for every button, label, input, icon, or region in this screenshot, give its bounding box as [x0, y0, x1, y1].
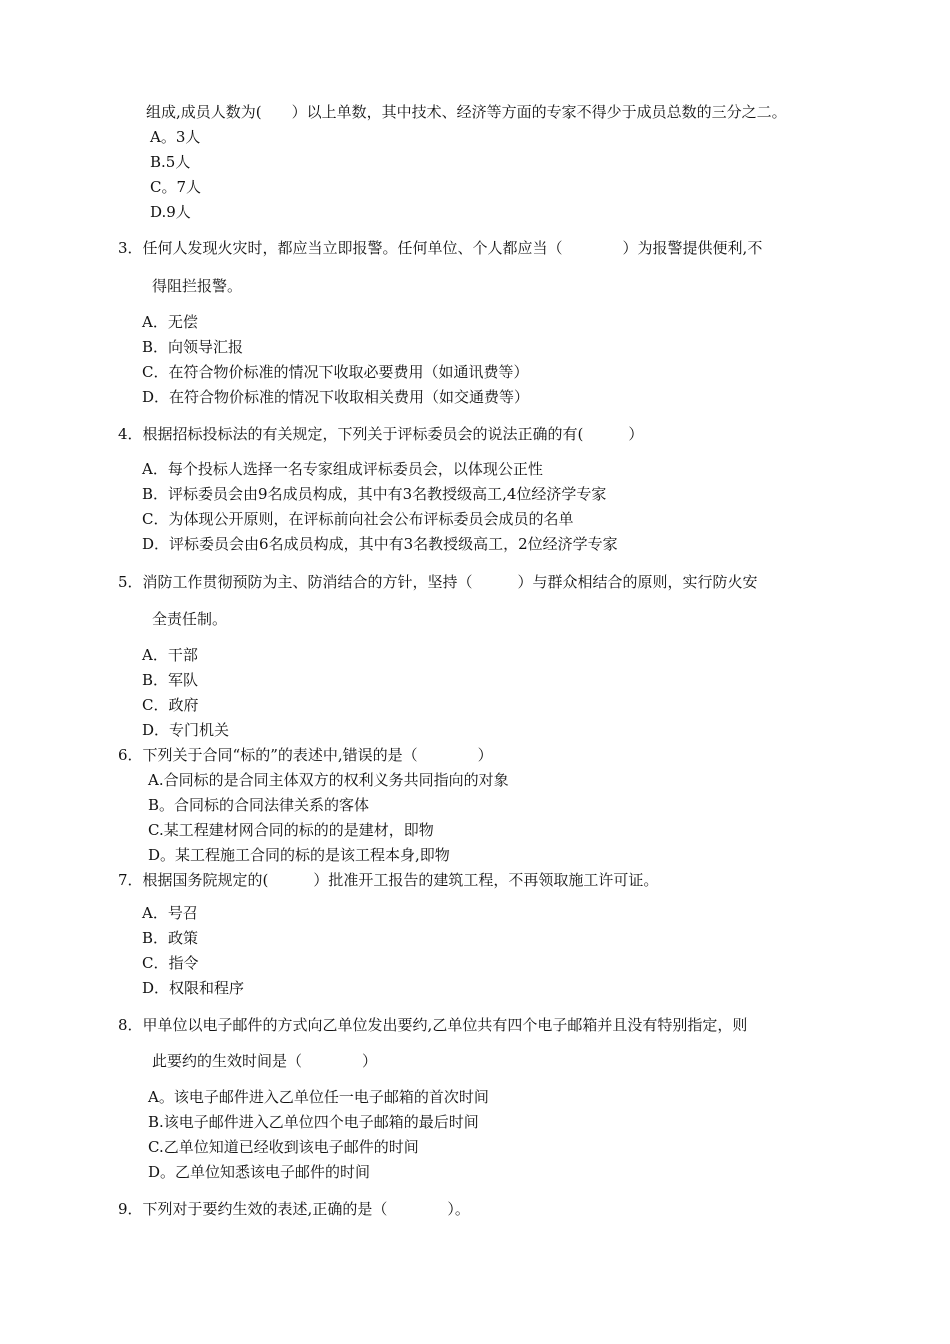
question-4-option-c: C．为体现公开原则，在评标前向社会公布评标委员会成员的名单 — [142, 510, 574, 528]
question-5-option-a: A．干部 — [142, 646, 198, 664]
question-5-option-b: B．军队 — [142, 671, 199, 689]
question-6-option-a: A.合同标的是合同主体双方的权利义务共同指向的对象 — [148, 771, 509, 789]
question-7-option-a: A．号召 — [142, 904, 198, 922]
question-3-option-a: A．无偿 — [142, 313, 198, 331]
option-b: B.5人 — [150, 153, 191, 171]
option-c: C。7人 — [150, 178, 202, 196]
question-7-option-d: D．权限和程序 — [142, 979, 245, 997]
question-8-option-d: D。乙单位知悉该电子邮件的时间 — [148, 1163, 371, 1181]
option-a: A。3人 — [150, 128, 201, 146]
question-4-text: 4．根据招标投标法的有关规定，下列关于评标委员会的说法正确的有( ） — [118, 425, 644, 443]
question-3-option-b: B．向领导汇报 — [142, 338, 244, 356]
question-8-option-a: A。该电子邮件进入乙单位任一电子邮箱的首次时间 — [148, 1088, 489, 1106]
question-7-option-b: B．政策 — [142, 929, 199, 947]
question-5-option-c: C．政府 — [142, 696, 199, 714]
question-8-option-c: C.乙单位知道已经收到该电子邮件的时间 — [148, 1138, 419, 1156]
question-4-option-d: D．评标委员会由6名成员构成，其中有3名教授级高工，2位经济学专家 — [142, 535, 618, 553]
question-5-option-d: D．专门机关 — [142, 721, 230, 739]
question-3-option-d: D．在符合物价标准的情况下收取相关费用（如交通费等） — [142, 388, 530, 406]
question-6-option-b: B。合同标的合同法律关系的客体 — [148, 796, 370, 814]
option-d: D.9人 — [150, 203, 191, 221]
question-8-text: 8．甲单位以电子邮件的方式向乙单位发出要约,乙单位共有四个电子邮箱并且没有特别指定，则 — [118, 1016, 748, 1034]
question-3-text-continued: 得阻拦报警。 — [152, 277, 243, 295]
question-5-text: 5．消防工作贯彻预防为主、防消结合的方针，坚持（ ）与群众相结合的原则，实行防火安 — [118, 573, 758, 591]
question-continuation-text: 组成,成员人数为( ）以上单数，其中技术、经济等方面的专家不得少于成员总数的三分之二。 — [146, 103, 787, 121]
question-9-text: 9．下列对于要约生效的表述,正确的是（ ）。 — [118, 1200, 470, 1218]
question-4-option-a: A．每个投标人选择一名专家组成评标委员会，以体现公正性 — [142, 460, 543, 478]
question-3-option-c: C．在符合物价标准的情况下收取必要费用（如通讯费等） — [142, 363, 529, 381]
question-8-text-continued: 此要约的生效时间是（ ） — [152, 1052, 378, 1070]
question-7-text: 7．根据国务院规定的( ）批准开工报告的建筑工程，不再领取施工许可证。 — [118, 871, 659, 889]
question-4-option-b: B．评标委员会由9名成员构成，其中有3名教授级高工,4位经济学专家 — [142, 485, 607, 503]
question-6-text: 6．下列关于合同“标的”的表述中,错误的是（ ） — [118, 746, 493, 764]
question-5-text-continued: 全责任制。 — [152, 610, 228, 628]
question-8-option-b: B.该电子邮件进入乙单位四个电子邮箱的最后时间 — [148, 1113, 479, 1131]
question-6-option-d: D。某工程施工合同的标的是该工程本身,即物 — [148, 846, 450, 864]
question-3-text: 3．任何人发现火灾时，都应当立即报警。任何单位、个人都应当（ ）为报警提供便利,不 — [118, 239, 763, 257]
question-6-option-c: C.某工程建材网合同的标的的是建材，即物 — [148, 821, 434, 839]
question-7-option-c: C．指令 — [142, 954, 199, 972]
